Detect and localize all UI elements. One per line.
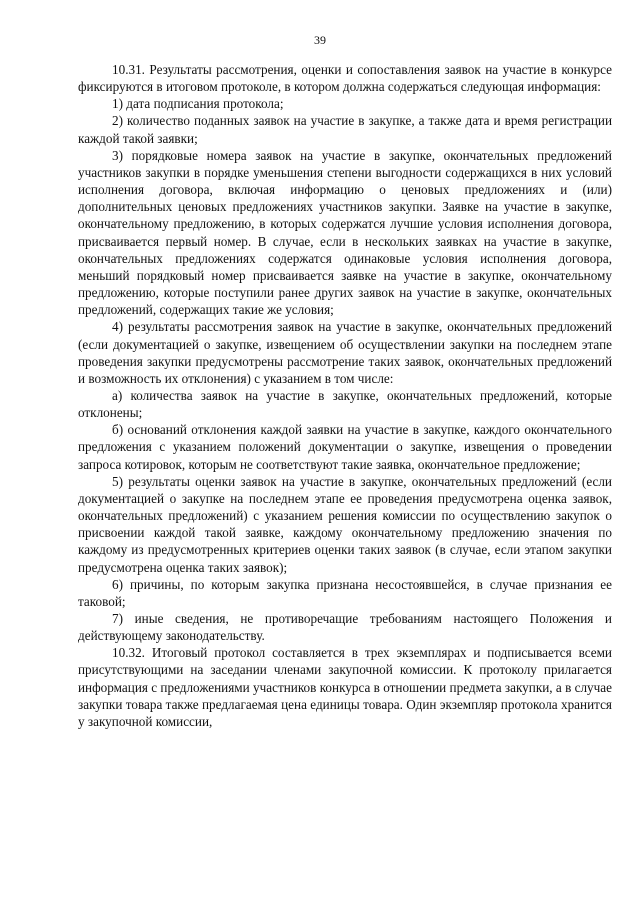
- list-item-7: 7) иные сведения, не противоречащие требованиям настоящего Положения и действующему законодательству.: [78, 611, 612, 644]
- page-number: 39: [314, 33, 326, 47]
- list-item-4: 4) результаты рассмотрения заявок на участие в закупке, окончательных предложений (если документацией о закупке, извещением об осуществлении закупки на последнем этапе проведения закупки предусмотрены рассмотрение таких заявок, окончательных предложений и возможность их отклонения) с указанием в том числе:: [78, 319, 612, 386]
- list-item-5: 5) результаты оценки заявок на участие в закупке, окончательных предложений (если документацией о закупке на последнем этапе ее проведения предусмотрена оценка заявок, окончательных предложений) с указанием решения комиссии по осуществлению закупок о присвоении каждой такой заявке, каждому окончательному предложению значения по каждому из предусмотренных критериев оценки таких заявок (в случае, если этапом закупки предусмотрена оценка таких заявок);: [78, 473, 612, 575]
- list-item-4b: б) оснований отклонения каждой заявки на участие в закупке, каждого окончательного предложения с указанием положений документации о закупке, извещения о проведении запроса котировок, которым не соответствуют такие заявка, окончательное предложение;: [78, 422, 612, 472]
- list-item-2: 2) количество поданных заявок на участие в закупке, а также дата и время регистрации каждой такой заявки;: [78, 113, 612, 146]
- document-body: [78, 61, 612, 730]
- list-item-6: 6) причины, по которым закупка признана несостоявшейся, в случае признания ее таковой;: [78, 576, 612, 609]
- list-item-4a: а) количества заявок на участие в закупке, окончательных предложений, которые отклонены;: [78, 387, 612, 421]
- list-item-1: 1) дата подписания протокола;: [112, 96, 284, 112]
- list-item-3: 3) порядковые номера заявок на участие в закупке, окончательных предложений участников закупки в порядке уменьшения степени выгодности содержащихся в них условий исполнения договора, включая информацию о ценовых предложениях и (или) дополнительных ценовых предложениях участников закупки. Заявке на участие в закупке, окончательному предложению, в которых содержатся лучшие условия исполнения договора, присваивается первый номер. В случае, если в нескольких заявках на участие в закупке, окончательных предложениях содержатся одинаковые условия исполнения договора, меньший порядковый номер присваивается заявке на участие в закупке, окончательному предложению, которые поступили ранее других заявок на участие в закупке, окончательных предложений, содержащих такие же условия;: [78, 147, 612, 318]
- paragraph-10-32: 10.32. Итоговый протокол составляется в трех экземплярах и подписывается всеми присутствующими на заседании членами закупочной комиссии. К протоколу прилагается информация с предложениями участников конкурса в отношении предмета закупки, а в случае закупки товара также предлагаемая цена единицы товара. Один экземпляр протокола хранится у закупочной комиссии,: [78, 645, 612, 729]
- paragraph-10-31: 10.31. Результаты рассмотрения, оценки и сопоставления заявок на участие в конкурсе фиксируются в итоговом протоколе, в котором должна содержаться следующая информация:: [78, 62, 612, 95]
